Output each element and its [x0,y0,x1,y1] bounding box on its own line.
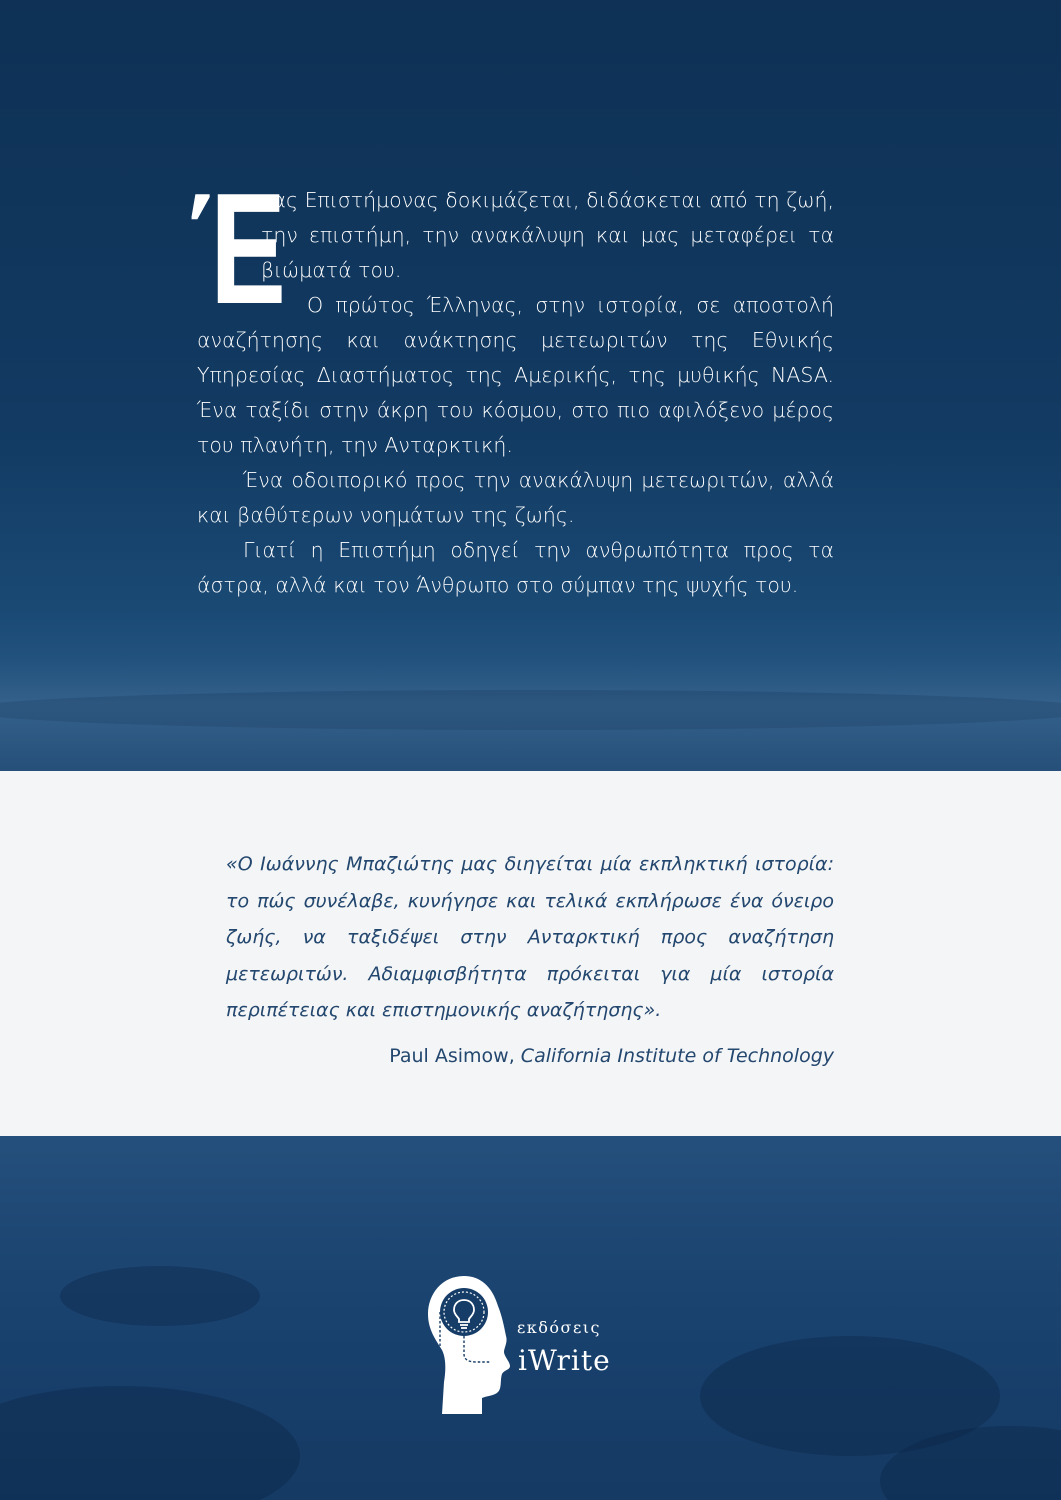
landscape-haze [0,660,1061,771]
rock-shape [0,1386,300,1500]
intro-paragraph: Ένα οδοιπορικό προς την ανακάλυψη μετεωριτών, αλλά και βαθύτερων νοημάτων της ζωής. [197,468,834,527]
endorsement-quote: «Ο Ιωάννης Μπαζιώτης μας διηγείται μία εκπληκτική ιστορία: το πώς συνέλαβε, κυνήγησε και τελικά εκπλήρωσε ένα όνειρο ζωής, να ταξιδέψει στην Ανταρκτική προς αναζήτηση μετεωριτών. Αδιαμφισβήτητα πρόκειται για μία ιστορία περιπέτειας και επιστημονικής αναζήτησης». [226,853,834,1021]
quote-attribution [226,1038,834,1074]
drop-cap: Έ [189,161,284,337]
intro-paragraph: Ο πρώτος Έλληνας, στην ιστορία, σε αποστολή αναζήτησης και ανάκτησης μετεωριτών της Εθνικής Υπηρεσίας Διαστήματος της Αμερικής, της μυθικής NASA. Ένα ταξίδι στην άκρη του κόσμου, στο πιο αφιλόξενο μέρος του πλανήτη, την Ανταρκτική. [197,293,834,457]
intro-text [189,161,834,603]
quote-author: Paul Asimow, [389,1045,515,1067]
intro-paragraph: Έ νας Επιστήμονας δοκιμάζεται, διδάσκεται από τη ζωή, την επιστήμη, την ανακάλυψη και μας μεταφέρει τα βιώματά του. [189,161,834,337]
quote-affiliation: California Institute of Technology [520,1045,834,1067]
intro-paragraph: Γιατί η Επιστήμη οδηγεί την ανθρωπότητα προς τα άστρα, αλλά και τον Άνθρωπο στο σύμπαν της ψυχής του. [197,538,834,597]
head-lightbulb-icon [424,1270,514,1420]
publisher-name: iWrite [518,1344,611,1377]
publisher-label: εκδόσεις [517,1318,601,1337]
rock-shape [60,1266,260,1326]
